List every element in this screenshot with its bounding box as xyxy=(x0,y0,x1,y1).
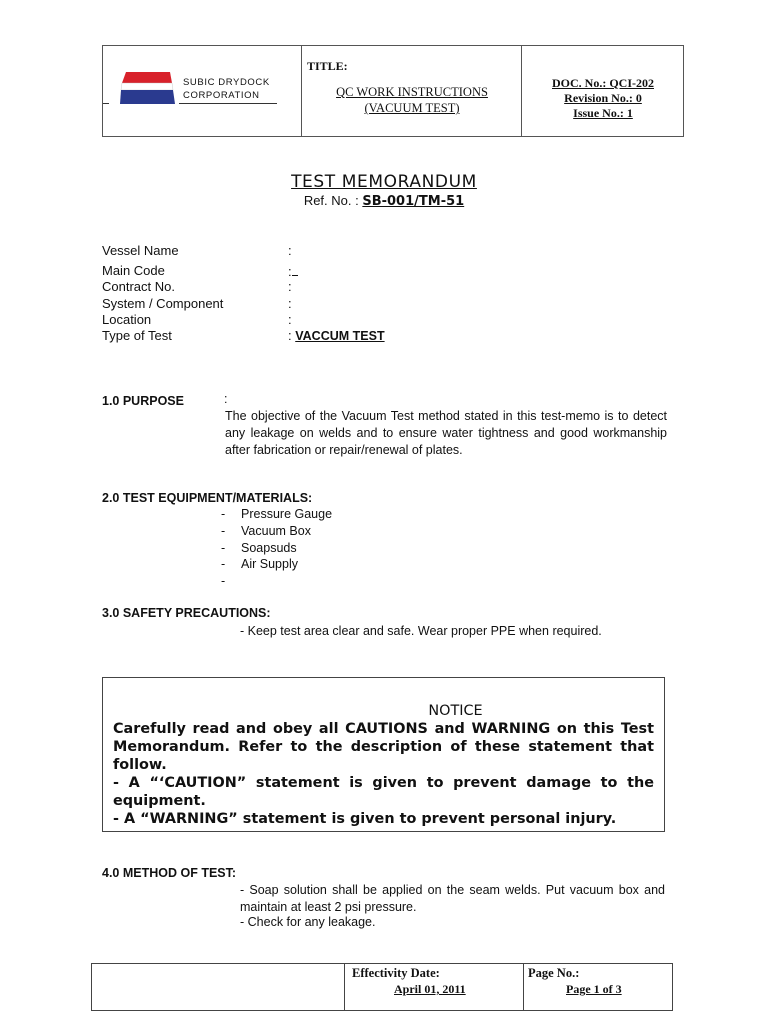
notice-heading: NOTICE xyxy=(428,703,483,719)
page-number-value: Page 1 of 3 xyxy=(566,982,622,996)
header-tick-mark xyxy=(103,103,109,104)
method-heading: 4.0 METHOD OF TEST: xyxy=(102,866,237,880)
method-step-2: - Check for any leakage. xyxy=(240,915,376,929)
flag-red-stripe xyxy=(122,72,172,83)
company-name-line1: SUBIC DRYDOCK xyxy=(183,77,270,88)
field-value-system-component: : xyxy=(288,296,292,311)
notice-caution: - A “‘CAUTION” statement is given to prevent damage to the equipment. xyxy=(113,775,654,809)
purpose-colon: : xyxy=(224,392,228,406)
title-line1: QC WORK INSTRUCTIONS xyxy=(336,85,488,99)
field-value-type-of-test: : VACCUM TEST xyxy=(288,328,385,343)
equipment-item: - Vacuum Box xyxy=(221,524,311,538)
company-flag-logo xyxy=(120,72,175,104)
equipment-item: - Soapsuds xyxy=(221,541,297,555)
method-step-1: - Soap solution shall be applied on the seam welds. Put vacuum box and maintain at least 2 psi pressure. xyxy=(240,883,665,914)
field-value-contract-no: : xyxy=(288,279,292,294)
equipment-heading: 2.0 TEST EQUIPMENT/MATERIALS: xyxy=(102,491,313,505)
doc-number: DOC. No.: QCI-202 xyxy=(552,76,654,90)
notice-box xyxy=(102,677,665,832)
field-label-vessel-name: Vessel Name xyxy=(102,243,179,258)
revision-number: Revision No.: 0 xyxy=(564,91,642,105)
memo-title: TEST MEMORANDUM xyxy=(291,172,477,192)
logo-cell xyxy=(103,46,302,136)
flag-white-stripe xyxy=(121,83,173,90)
page-number-label: Page No.: xyxy=(528,966,580,980)
equipment-item: - Air Supply xyxy=(221,557,298,571)
safety-heading: 3.0 SAFETY PRECAUTIONS: xyxy=(102,606,271,620)
company-name xyxy=(183,76,270,102)
equipment-item: - Pressure Gauge xyxy=(221,507,333,521)
field-value-location: : xyxy=(288,312,292,327)
field-label-main-code: Main Code xyxy=(102,263,165,278)
field-label-system-component: System / Component xyxy=(102,296,224,311)
field-label-type-of-test: Type of Test xyxy=(102,328,172,343)
footer-divider-2 xyxy=(523,964,524,1010)
effectivity-date-value: April 01, 2011 xyxy=(394,982,466,996)
document-header xyxy=(102,45,684,137)
flag-blue-stripe xyxy=(120,90,175,104)
document-control xyxy=(521,76,685,121)
ref-label: Ref. No. : xyxy=(303,193,363,208)
footer-divider-1 xyxy=(344,964,345,1010)
safety-text: - Keep test area clear and safe. Wear proper PPE when required. xyxy=(240,624,602,638)
equipment-item: - xyxy=(221,574,226,588)
company-name-line2: CORPORATION xyxy=(183,90,260,101)
title-label: TITLE: xyxy=(307,59,348,73)
purpose-heading: 1.0 PURPOSE xyxy=(102,394,184,408)
title-line2: (VACUUM TEST) xyxy=(364,101,460,115)
field-value-main-code: : xyxy=(288,263,298,279)
field-value-vessel-name: : xyxy=(288,243,292,258)
effectivity-date-label: Effectivity Date: xyxy=(352,966,440,980)
notice-warning: - A “WARNING” statement is given to prevent personal injury. xyxy=(113,811,617,827)
ref-value: SB-001/TM-51 xyxy=(362,194,465,209)
document-title xyxy=(303,84,521,116)
purpose-text: The objective of the Vacuum Test method stated in this test-memo is to detect any leakage on welds and to ensure water tightness and good workmanship after fabrication or repair/renewal of plates. xyxy=(225,409,667,457)
document-footer xyxy=(91,963,673,1011)
notice-body: Carefully read and obey all CAUTIONS and WARNING on this Test Memorandum. Refer to the description of these statement that follow. xyxy=(113,721,654,773)
company-underline xyxy=(179,103,277,104)
reference-number xyxy=(0,193,768,209)
field-label-contract-no: Contract No. xyxy=(102,279,175,294)
field-label-location: Location xyxy=(102,312,152,327)
issue-number: Issue No.: 1 xyxy=(573,106,633,120)
